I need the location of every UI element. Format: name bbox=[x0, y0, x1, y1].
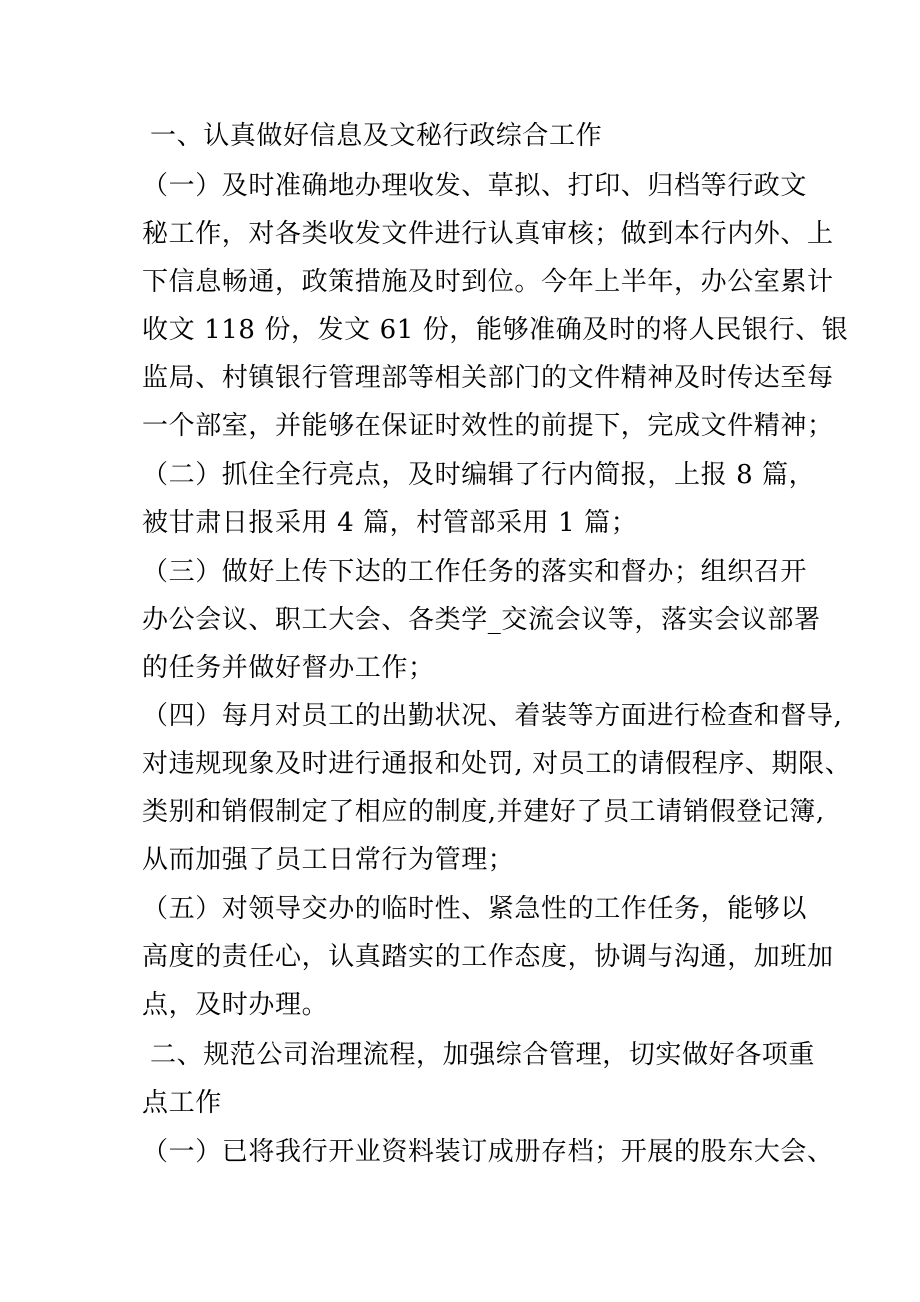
section-heading-2-cont: 点工作 bbox=[142, 1088, 222, 1118]
paragraph-line: 对违规现象及时进行通报和处罚, 对员工的请假程序、期限、 bbox=[142, 749, 852, 779]
paragraph-line: （五）对领导交办的临时性、紧急性的工作任务，能够以 bbox=[142, 894, 808, 924]
paragraph-line: 被甘肃日报采用 4 篇，村管部采用 1 篇； bbox=[142, 508, 638, 538]
paragraph-line: 类别和销假制定了相应的制度,并建好了员工请销假登记簿, bbox=[142, 797, 825, 827]
paragraph-line: 点，及时办理。 bbox=[142, 990, 329, 1020]
paragraph-line: 秘工作，对各类收发文件进行认真审核；做到本行内外、上 bbox=[142, 219, 834, 249]
paragraph-line: （二）抓住全行亮点，及时编辑了行内简报，上报 8 篇， bbox=[142, 460, 816, 490]
paragraph-line: （一）已将我行开业资料装订成册存档；开展的股东大会、 bbox=[142, 1137, 834, 1167]
paragraph-line: 下信息畅通，政策措施及时到位。今年上半年，办公室累计 bbox=[142, 267, 834, 297]
paragraph-line: 从而加强了员工日常行为管理； bbox=[142, 845, 515, 875]
section-heading-1: 一、认真做好信息及文秘行政综合工作 bbox=[150, 121, 603, 151]
section-heading-2: 二、规范公司治理流程，加强综合管理，切实做好各项重 bbox=[150, 1040, 816, 1070]
paragraph-line: （四）每月对员工的出勤状况、着装等方面进行检查和督导, bbox=[142, 701, 843, 731]
paragraph-line: （三）做好上传下达的工作任务的落实和督办；组织召开 bbox=[142, 557, 808, 587]
paragraph-line: 的任务并做好督办工作； bbox=[142, 653, 435, 683]
paragraph-line: 一个部室，并能够在保证时效性的前提下，完成文件精神； bbox=[142, 411, 834, 441]
paragraph-line: 收文 118 份，发文 61 份，能够准确及时的将人民银行、银 bbox=[142, 315, 849, 345]
paragraph-line: 办公会议、职工大会、各类学_交流会议等，落实会议部署 bbox=[142, 605, 821, 635]
paragraph-line: 监局、村镇银行管理部等相关部门的文件精神及时传达至每 bbox=[142, 363, 834, 393]
paragraph-line: （一）及时准确地办理收发、草拟、打印、归档等行政文 bbox=[142, 171, 808, 201]
paragraph-line: 高度的责任心，认真踏实的工作态度，协调与沟通，加班加 bbox=[142, 942, 834, 972]
